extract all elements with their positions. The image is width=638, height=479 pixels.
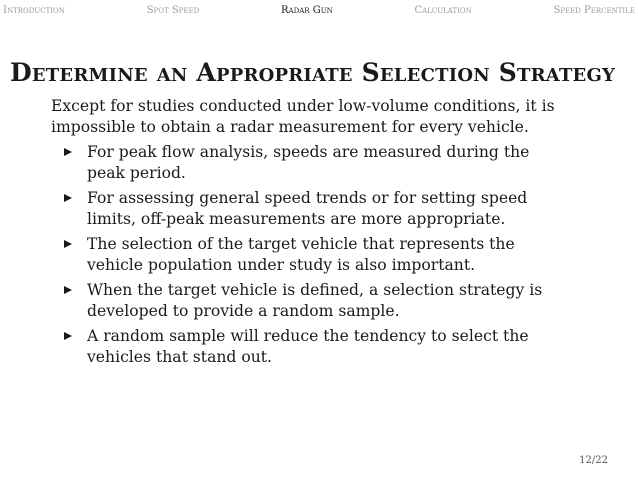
section-navigation [0, 0, 638, 20]
bullet-text: For peak flow analysis, speeds are measured during the peak period. [87, 143, 530, 182]
bullet-item [51, 326, 567, 368]
bullet-text: A random sample will reduce the tendency to select the vehicles that stand out. [87, 327, 529, 366]
bullet-item [51, 142, 567, 184]
triangle-bullet-icon [64, 194, 72, 202]
triangle-bullet-icon [64, 332, 72, 340]
bullet-item [51, 280, 567, 322]
bullet-item [51, 188, 567, 230]
nav-item-speed-percentile[interactable]: Speed Percentile [553, 4, 635, 16]
slide-title: Determine an Appropriate Selection Strategy [10, 57, 616, 87]
page-number: 12/22 [579, 455, 608, 466]
bullet-text: The selection of the target vehicle that represents the vehicle population under study is also important. [87, 235, 515, 274]
triangle-bullet-icon [64, 286, 72, 294]
bullet-text: When the target vehicle is defined, a selection strategy is developed to provide a random sample. [87, 281, 543, 320]
intro-paragraph: Except for studies conducted under low-volume conditions, it is impossible to obtain a radar measurement for every vehicle. [51, 97, 555, 136]
triangle-bullet-icon [64, 240, 72, 248]
nav-item-calculation[interactable]: Calculation [414, 4, 472, 16]
triangle-bullet-icon [64, 148, 72, 156]
slide-content [51, 96, 611, 368]
nav-item-spot-speed[interactable]: Spot Speed [146, 4, 200, 16]
bullet-text: For assessing general speed trends or for setting speed limits, off-peak measurements are more appropriate. [87, 189, 528, 228]
bullet-list [51, 142, 611, 368]
nav-item-introduction[interactable]: Introduction [3, 4, 65, 16]
nav-item-radar-gun[interactable]: Radar Gun [281, 4, 333, 16]
bullet-item [51, 234, 567, 276]
